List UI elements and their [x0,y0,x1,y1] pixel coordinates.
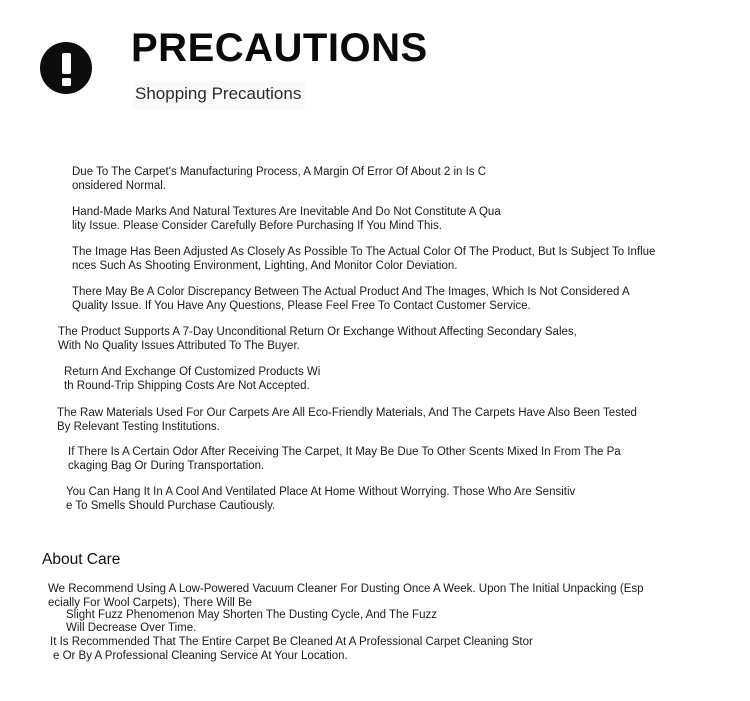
precaution-line: nces Such As Shooting Environment, Lighting, And Monitor Color Deviation. [72,259,458,272]
precaution-item [72,206,501,234]
exclamation-icon [40,42,92,94]
precaution-line: th Round-Trip Shipping Costs Are Not Accepted. [64,379,310,392]
precaution-line: The Product Supports A 7-Day Unconditional Return Or Exchange Without Affecting Secondary Sales, [58,326,577,338]
page-title: PRECAUTIONS [131,26,428,70]
precaution-line: There May Be A Color Discrepancy Between The Actual Product And The Images, Which Is Not Considered A [72,286,630,298]
precaution-item [57,407,637,435]
precaution-line: onsidered Normal. [72,179,166,192]
precaution-line: ckaging Bag Or During Transportation. [68,459,265,472]
care-section-heading: About Care [42,551,121,568]
precaution-item [58,326,577,354]
care-line: It Is Recommended That The Entire Carpet Be Cleaned At A Professional Carpet Cleaning Stor [50,636,533,648]
care-line: Slight Fuzz Phenomenon May Shorten The Dusting Cycle, And The Fuzz [66,609,437,621]
precaution-item [66,486,575,514]
precaution-item [68,446,621,474]
precaution-line: If There Is A Certain Odor After Receiving The Carpet, It May Be Due To Other Scents Mixed In From The Pa [68,446,621,458]
precaution-line: Return And Exchange Of Customized Products Wi [64,366,321,378]
precaution-line: Due To The Carpet's Manufacturing Process, A Margin Of Error Of About 2 in Is C [72,166,487,178]
precaution-line: With No Quality Issues Attributed To The Buyer. [58,339,300,352]
precaution-line: e To Smells Should Purchase Cautiously. [66,499,276,512]
precaution-line: By Relevant Testing Institutions. [57,420,220,433]
precaution-line: lity Issue. Please Consider Carefully Before Purchasing If You Mind This. [72,219,442,232]
precaution-line: Hand-Made Marks And Natural Textures Are Inevitable And Do Not Constitute A Qua [72,206,501,218]
precaution-item [72,246,655,274]
precaution-item [64,366,320,394]
precaution-line: The Image Has Been Adjusted As Closely As Possible To The Actual Color Of The Product, But Is Subject To Influe [72,246,656,258]
precaution-line: The Raw Materials Used For Our Carpets Are All Eco-Friendly Materials, And The Carpets Have Also Been Tested [57,407,637,419]
page-subtitle: Shopping Precautions [133,81,305,109]
care-line: Will Decrease Over Time. [66,622,197,634]
care-line: e Or By A Professional Cleaning Service At Your Location. [53,650,348,662]
exclamation-bar [62,53,71,74]
care-line: ecially For Wool Carpets), There Will Be [48,597,253,609]
precaution-line: You Can Hang It In A Cool And Ventilated Place At Home Without Worrying. Those Who Are Sensitiv [66,486,576,498]
exclamation-dot [62,78,71,86]
precaution-item [72,166,486,194]
precaution-item [72,286,630,314]
care-line: We Recommend Using A Low-Powered Vacuum Cleaner For Dusting Once A Week. Upon The Initial Unpacking (Esp [48,583,644,595]
precaution-line: Quality Issue. If You Have Any Questions, Please Feel Free To Contact Customer Service. [72,299,531,312]
